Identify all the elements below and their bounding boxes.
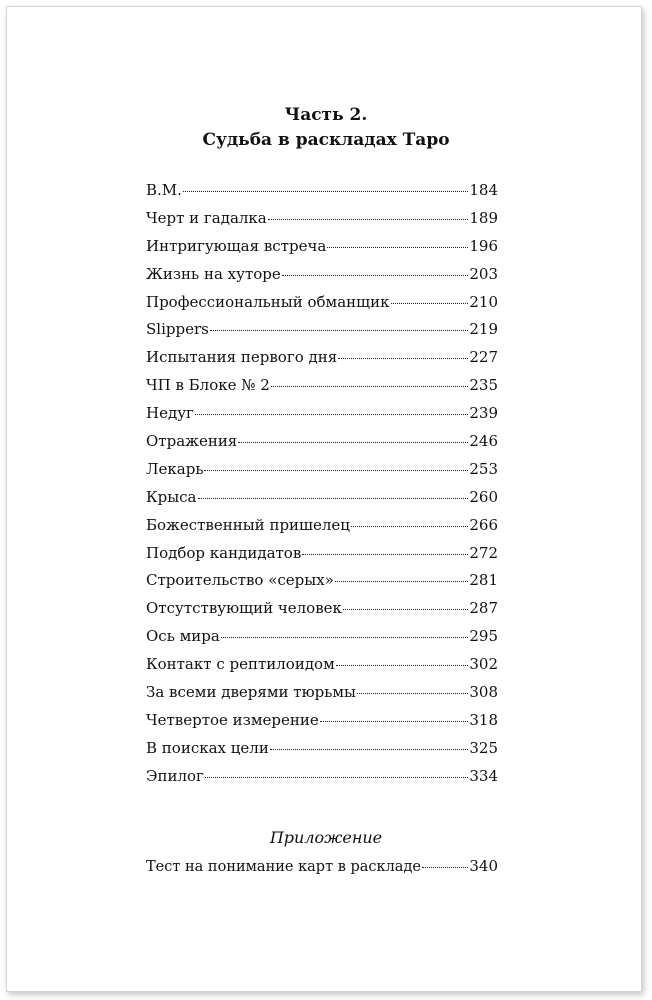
toc-entry-title: Тест на понимание карт в раскладе bbox=[146, 859, 421, 875]
toc-entry-title: В.М. bbox=[146, 181, 182, 199]
dot-leader bbox=[336, 665, 469, 666]
toc-entry-page: 334 bbox=[469, 766, 498, 785]
toc-entry-title: Подбор кандидатов bbox=[146, 543, 302, 562]
toc-entry-title: В поисках цели bbox=[146, 738, 269, 757]
toc-entry-page: 287 bbox=[469, 599, 498, 618]
toc-entry-page: 219 bbox=[469, 320, 498, 339]
toc-entry-title: Slippers bbox=[146, 320, 209, 339]
toc-entry-page: 340 bbox=[469, 857, 498, 875]
toc-entry bbox=[146, 319, 498, 347]
part-label: Часть 2. bbox=[284, 105, 368, 125]
toc-entry bbox=[146, 515, 498, 543]
toc-entry bbox=[146, 459, 498, 487]
dot-leader bbox=[351, 526, 468, 527]
toc-entry bbox=[146, 654, 498, 682]
toc-entry-title: Эпилог bbox=[146, 766, 204, 785]
toc-entry-page: 189 bbox=[469, 208, 498, 227]
toc-entry-page: 272 bbox=[469, 543, 498, 562]
toc-entry bbox=[146, 292, 498, 320]
appendix-heading: Приложение bbox=[269, 828, 383, 847]
toc-entry bbox=[146, 682, 498, 710]
toc-entry-title: За всеми дверями тюрьмы bbox=[146, 683, 356, 702]
toc-entry-title: Отсутствующий человек bbox=[146, 599, 342, 618]
dot-leader bbox=[357, 693, 468, 694]
dot-leader bbox=[195, 414, 468, 415]
part-title: Судьба в раскладах Таро bbox=[202, 130, 450, 150]
dot-leader bbox=[238, 442, 468, 443]
dot-leader bbox=[204, 470, 468, 471]
toc-entry bbox=[146, 570, 498, 598]
toc-entry bbox=[146, 710, 498, 738]
toc-entry-title: Лекарь bbox=[146, 459, 204, 478]
toc-entry bbox=[146, 856, 498, 884]
dot-leader bbox=[335, 581, 469, 582]
toc-entry-page: 184 bbox=[469, 181, 498, 199]
appendix-list bbox=[146, 856, 498, 884]
toc-entry-title: Черт и гадалка bbox=[146, 208, 267, 227]
toc-entry bbox=[146, 431, 498, 459]
toc-entry-page: 266 bbox=[469, 515, 498, 534]
toc-entry bbox=[146, 347, 498, 375]
dot-leader bbox=[210, 330, 469, 331]
dot-leader bbox=[183, 191, 468, 192]
toc-entry bbox=[146, 543, 498, 571]
toc-entry bbox=[146, 375, 498, 403]
toc-entry-title: Контакт с рептилоидом bbox=[146, 655, 335, 674]
dot-leader bbox=[198, 498, 469, 499]
toc-entry-title: Ось мира bbox=[146, 627, 220, 646]
toc-entry-title: Строительство «серых» bbox=[146, 571, 334, 590]
dot-leader bbox=[270, 749, 469, 750]
toc-entry-page: 260 bbox=[469, 487, 498, 506]
toc-entry bbox=[146, 738, 498, 766]
toc-entry-page: 318 bbox=[469, 710, 498, 729]
toc-entry-page: 253 bbox=[469, 459, 498, 478]
toc-entry bbox=[146, 180, 498, 208]
dot-leader bbox=[221, 637, 469, 638]
dot-leader bbox=[271, 386, 469, 387]
toc-entry-title: Испытания первого дня bbox=[146, 348, 338, 367]
toc-entry-page: 281 bbox=[469, 571, 498, 590]
toc-entry bbox=[146, 236, 498, 264]
dot-leader bbox=[205, 777, 468, 778]
toc-entry-title: Четвертое измерение bbox=[146, 710, 319, 729]
dot-leader bbox=[320, 721, 469, 722]
toc-entry bbox=[146, 264, 498, 292]
dot-leader bbox=[282, 275, 469, 276]
toc-entry bbox=[146, 208, 498, 236]
toc-entry-title: Недуг bbox=[146, 404, 194, 423]
toc-entry-page: 325 bbox=[469, 738, 498, 757]
dot-leader bbox=[338, 358, 468, 359]
dot-leader bbox=[268, 219, 469, 220]
table-of-contents bbox=[146, 180, 498, 794]
toc-entry-page: 196 bbox=[469, 236, 498, 255]
toc-entry-title: Жизнь на хуторе bbox=[146, 264, 281, 283]
toc-entry-title: Божественный пришелец bbox=[146, 515, 350, 534]
toc-entry-title: ЧП в Блоке № 2 bbox=[146, 376, 270, 395]
toc-entry bbox=[146, 403, 498, 431]
toc-entry-page: 235 bbox=[469, 376, 498, 395]
dot-leader bbox=[343, 609, 468, 610]
toc-entry-title: Интригующая встреча bbox=[146, 236, 327, 255]
toc-entry-title: Профессиональный обманщик bbox=[146, 292, 390, 311]
dot-leader bbox=[302, 554, 468, 555]
dot-leader bbox=[327, 247, 468, 248]
toc-entry bbox=[146, 598, 498, 626]
toc-entry-title: Крыса bbox=[146, 487, 197, 506]
toc-entry bbox=[146, 626, 498, 654]
toc-entry-page: 295 bbox=[469, 627, 498, 646]
section-heading bbox=[0, 103, 652, 153]
dot-leader bbox=[422, 867, 468, 868]
toc-entry bbox=[146, 487, 498, 515]
toc-entry-page: 210 bbox=[469, 292, 498, 311]
toc-entry-page: 239 bbox=[469, 404, 498, 423]
toc-entry-page: 246 bbox=[469, 432, 498, 451]
toc-entry-title: Отражения bbox=[146, 432, 238, 451]
toc-entry-page: 227 bbox=[469, 348, 498, 367]
toc-entry-page: 308 bbox=[469, 683, 498, 702]
dot-leader bbox=[391, 303, 469, 304]
toc-entry bbox=[146, 766, 498, 794]
toc-entry-page: 203 bbox=[469, 264, 498, 283]
toc-entry-page: 302 bbox=[469, 655, 498, 674]
